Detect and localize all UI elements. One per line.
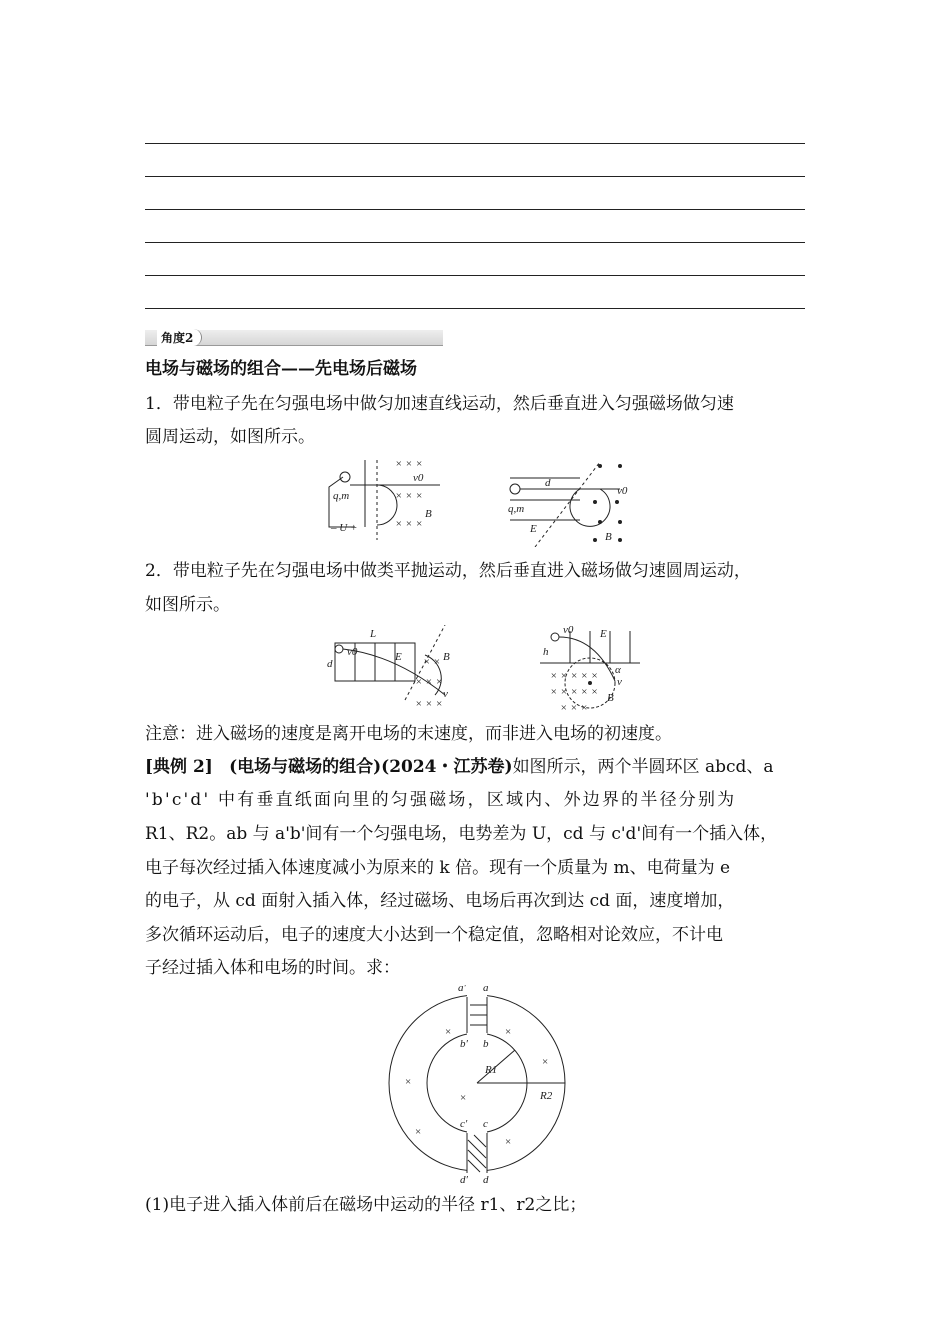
example-line-6: 多次循环运动后，电子的速度大小达到一个稳定值，忽略相对论效应，不计电 <box>145 925 723 945</box>
figure-semicircle-rings <box>380 985 580 1185</box>
point1-line1: 1．带电粒子先在匀强电场中做匀加速直线运动，然后垂直进入匀强磁场做匀速 <box>145 394 734 414</box>
svg-text:α: α <box>615 664 621 676</box>
note: 注意：进入磁场的速度是离开电场的末速度，而非进入电场的初速度。 <box>145 724 672 744</box>
svg-text:× ×: × × <box>423 656 441 668</box>
point2-line1: 2．带电粒子先在匀强电场中做类平抛运动，然后垂直进入磁场做匀速圆周运动， <box>145 561 751 581</box>
svg-text:c′: c′ <box>460 1118 468 1130</box>
figure-electric-then-dot-field <box>505 462 640 547</box>
svg-text:×: × <box>445 1026 452 1038</box>
section-tag: 角度2 <box>157 329 202 346</box>
svg-text:× × ×: × × × <box>395 518 423 530</box>
point1-line2: 圆周运动，如图所示。 <box>145 427 315 447</box>
svg-text:a: a <box>483 985 489 994</box>
svg-text:c: c <box>483 1118 488 1130</box>
svg-text:R2: R2 <box>540 1090 553 1102</box>
svg-text:B: B <box>425 508 432 520</box>
example-line-2: 'b'c'd' 中有垂直纸面向里的匀强磁场，区域内、外边界的半径分别为 <box>145 790 737 810</box>
svg-text:h: h <box>543 646 549 658</box>
answer-line <box>145 242 805 243</box>
svg-text:E: E <box>600 628 607 640</box>
example-line-7: 子经过插入体和电场的时间。求： <box>145 958 400 978</box>
svg-text:v: v <box>617 676 622 688</box>
svg-text:× × ×: × × × <box>395 458 423 470</box>
answer-line <box>145 209 805 210</box>
svg-text:B: B <box>443 651 450 663</box>
point2-line2: 如图所示。 <box>145 595 230 615</box>
svg-text:× × × × ×: × × × × × <box>550 670 599 682</box>
svg-text:v0: v0 <box>413 472 424 484</box>
figure-projectile-then-circle <box>325 625 470 715</box>
figure-accelerate-then-circle <box>315 455 455 545</box>
figure-projectile-then-circle-2 <box>535 623 645 718</box>
svg-text:E: E <box>395 651 402 663</box>
question-1: (1)电子进入插入体前后在磁场中运动的半径 r1、r2之比； <box>145 1195 587 1215</box>
svg-text:v: v <box>443 688 448 700</box>
svg-text:– U +: – U + <box>331 522 358 534</box>
svg-text:b: b <box>483 1038 489 1050</box>
svg-text:L: L <box>370 628 377 640</box>
svg-text:d: d <box>483 1174 489 1185</box>
svg-text:× × × × ×: × × × × × <box>550 686 599 698</box>
answer-line <box>145 176 805 177</box>
svg-text:v0: v0 <box>563 624 574 636</box>
example-line-3: R1、R2。ab 与 a'b'间有一个匀强电场，电势差为 U，cd 与 c'd'间有一个插入体， <box>145 824 778 844</box>
svg-text:B: B <box>605 531 612 543</box>
svg-text:× × ×: × × × <box>415 698 443 710</box>
svg-text:d′: d′ <box>460 1174 468 1185</box>
svg-text:R1: R1 <box>485 1064 498 1076</box>
svg-text:v0: v0 <box>617 485 628 497</box>
svg-text:× × ×: × × × <box>395 490 423 502</box>
svg-text:×: × <box>542 1056 549 1068</box>
answer-line <box>145 275 805 276</box>
svg-text:B: B <box>607 692 614 704</box>
answer-line <box>145 143 805 144</box>
svg-text:v0: v0 <box>347 646 358 658</box>
example-line-1: [典例 2] (电场与磁场的组合)(2024・江苏卷)如图所示，两个半圆环区 abcd、a <box>145 757 774 777</box>
example-line-5: 的电子，从 cd 面射入插入体，经过磁场、电场后再次到达 cd 面，速度增加， <box>145 891 735 911</box>
svg-text:q,m: q,m <box>508 503 525 515</box>
example-line-4: 电子每次经过插入体速度减小为原来的 k 倍。现有一个质量为 m、电荷量为 e <box>145 858 731 878</box>
svg-text:×: × <box>405 1076 412 1088</box>
svg-text:×: × <box>505 1136 512 1148</box>
svg-text:× × ×: × × × <box>560 702 588 714</box>
svg-text:× × ×: × × × <box>415 676 443 688</box>
svg-text:b′: b′ <box>460 1038 468 1050</box>
svg-text:×: × <box>460 1092 467 1104</box>
svg-text:a′: a′ <box>458 985 466 994</box>
svg-text:d: d <box>545 477 551 489</box>
svg-text:E: E <box>530 523 537 535</box>
section-title: 电场与磁场的组合——先电场后磁场 <box>145 359 417 379</box>
svg-text:×: × <box>505 1026 512 1038</box>
section-tag-bar <box>145 330 443 346</box>
svg-text:q,m: q,m <box>333 490 350 502</box>
svg-text:×: × <box>415 1126 422 1138</box>
answer-line <box>145 308 805 309</box>
svg-text:d: d <box>327 658 333 670</box>
